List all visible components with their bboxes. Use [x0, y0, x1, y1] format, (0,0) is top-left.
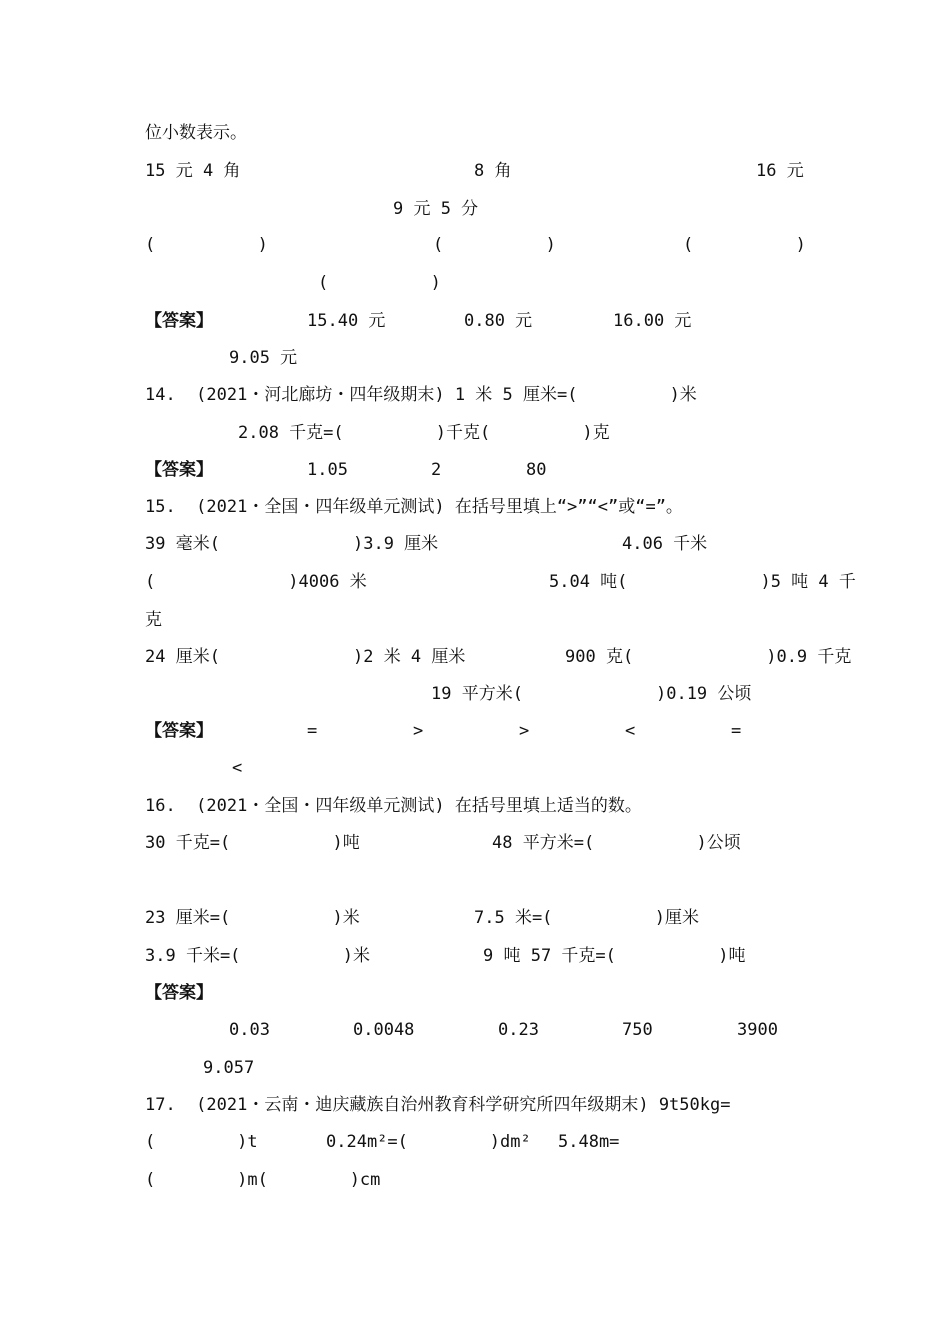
q17-line-3: ( )m( )cm: [145, 1170, 381, 1190]
q15-title: 15. (2021・全国・四年级单元测试) 在括号里填上“>”“<”或“=”。: [145, 497, 683, 517]
q16-answer-3: 0.23: [498, 1020, 539, 1040]
q16-answer-2: 0.0048: [353, 1020, 415, 1040]
q15-answer-4: <: [625, 721, 636, 741]
q17-line-2c: 5.48m=: [558, 1132, 620, 1152]
q15-answer-5: =: [731, 721, 742, 741]
q16-row1-left: 30 千克=( )吨: [145, 833, 360, 853]
q16-answer-6: 9.057: [203, 1058, 255, 1078]
q15-row1-left: 39 毫米( )3.9 厘米: [145, 534, 439, 554]
q15-answer-2: >: [413, 721, 424, 741]
q13-item-2: 8 角: [474, 161, 512, 181]
q15-row5: 19 平方米( )0.19 公顷: [431, 684, 752, 704]
q15-answer-1: =: [307, 721, 318, 741]
q16-answer-label: 【答案】: [145, 983, 213, 1003]
q13-answer-2: 0.80 元: [464, 311, 533, 331]
q13-blank-3: ( ): [683, 235, 806, 255]
q13-item-3: 16 元: [756, 161, 804, 181]
q16-row3-left: 3.9 千米=( )米: [145, 946, 370, 966]
q15-row4-right: 900 克( )0.9 千克: [565, 647, 852, 667]
q15-row4-left: 24 厘米( )2 米 4 厘米: [145, 647, 466, 667]
q16-title: 16. (2021・全国・四年级单元测试) 在括号里填上适当的数。: [145, 796, 642, 816]
q13-blank-4: ( ): [318, 273, 441, 293]
q13-answer-3: 16.00 元: [613, 311, 692, 331]
q15-answer-3: >: [519, 721, 530, 741]
q13-item-1: 15 元 4 角: [145, 161, 241, 181]
q13-answer-1: 15.40 元: [307, 311, 386, 331]
q17-line-2b: 0.24m²=( )dm²: [326, 1132, 531, 1152]
q16-answer-1: 0.03: [229, 1020, 270, 1040]
q13-blank-1: ( ): [145, 235, 268, 255]
q15-answer-label: 【答案】: [145, 721, 213, 741]
q13-answer-label: 【答案】: [145, 311, 213, 331]
q16-row3-right: 9 吨 57 千克=( )吨: [483, 946, 746, 966]
q14-line-1: 14. (2021・河北廊坊・四年级期末) 1 米 5 厘米=( )米: [145, 385, 697, 405]
q16-answer-4: 750: [622, 1020, 653, 1040]
q16-row2-right: 7.5 米=( )厘米: [474, 908, 699, 928]
q14-answer-1: 1.05: [307, 460, 348, 480]
q15-row1-right: 4.06 千米: [622, 534, 708, 554]
q17-line-2a: ( )t: [145, 1132, 258, 1152]
q15-row2-right: 5.04 吨( )5 吨 4 千: [549, 572, 856, 592]
q13-answer-4: 9.05 元: [229, 348, 298, 368]
q13-blank-2: ( ): [433, 235, 556, 255]
q16-row2-left: 23 厘米=( )米: [145, 908, 360, 928]
q13-item-4: 9 元 5 分: [393, 199, 479, 219]
q14-answer-label: 【答案】: [145, 460, 213, 480]
question-intro-tail: 位小数表示。: [145, 123, 247, 143]
q14-answer-2: 2: [431, 460, 442, 480]
q14-line-2: 2.08 千克=( )千克( )克: [238, 423, 610, 443]
q15-row3: 克: [145, 610, 162, 630]
q16-answer-5: 3900: [737, 1020, 778, 1040]
q15-row2-left: ( )4006 米: [145, 572, 367, 592]
q17-line-1: 17. (2021・云南・迪庆藏族自治州教育科学研究所四年级期末) 9t50kg=: [145, 1095, 731, 1115]
q14-answer-3: 80: [526, 460, 547, 480]
q16-row1-right: 48 平方米=( )公顷: [492, 833, 741, 853]
q15-answer-6: <: [232, 758, 243, 778]
